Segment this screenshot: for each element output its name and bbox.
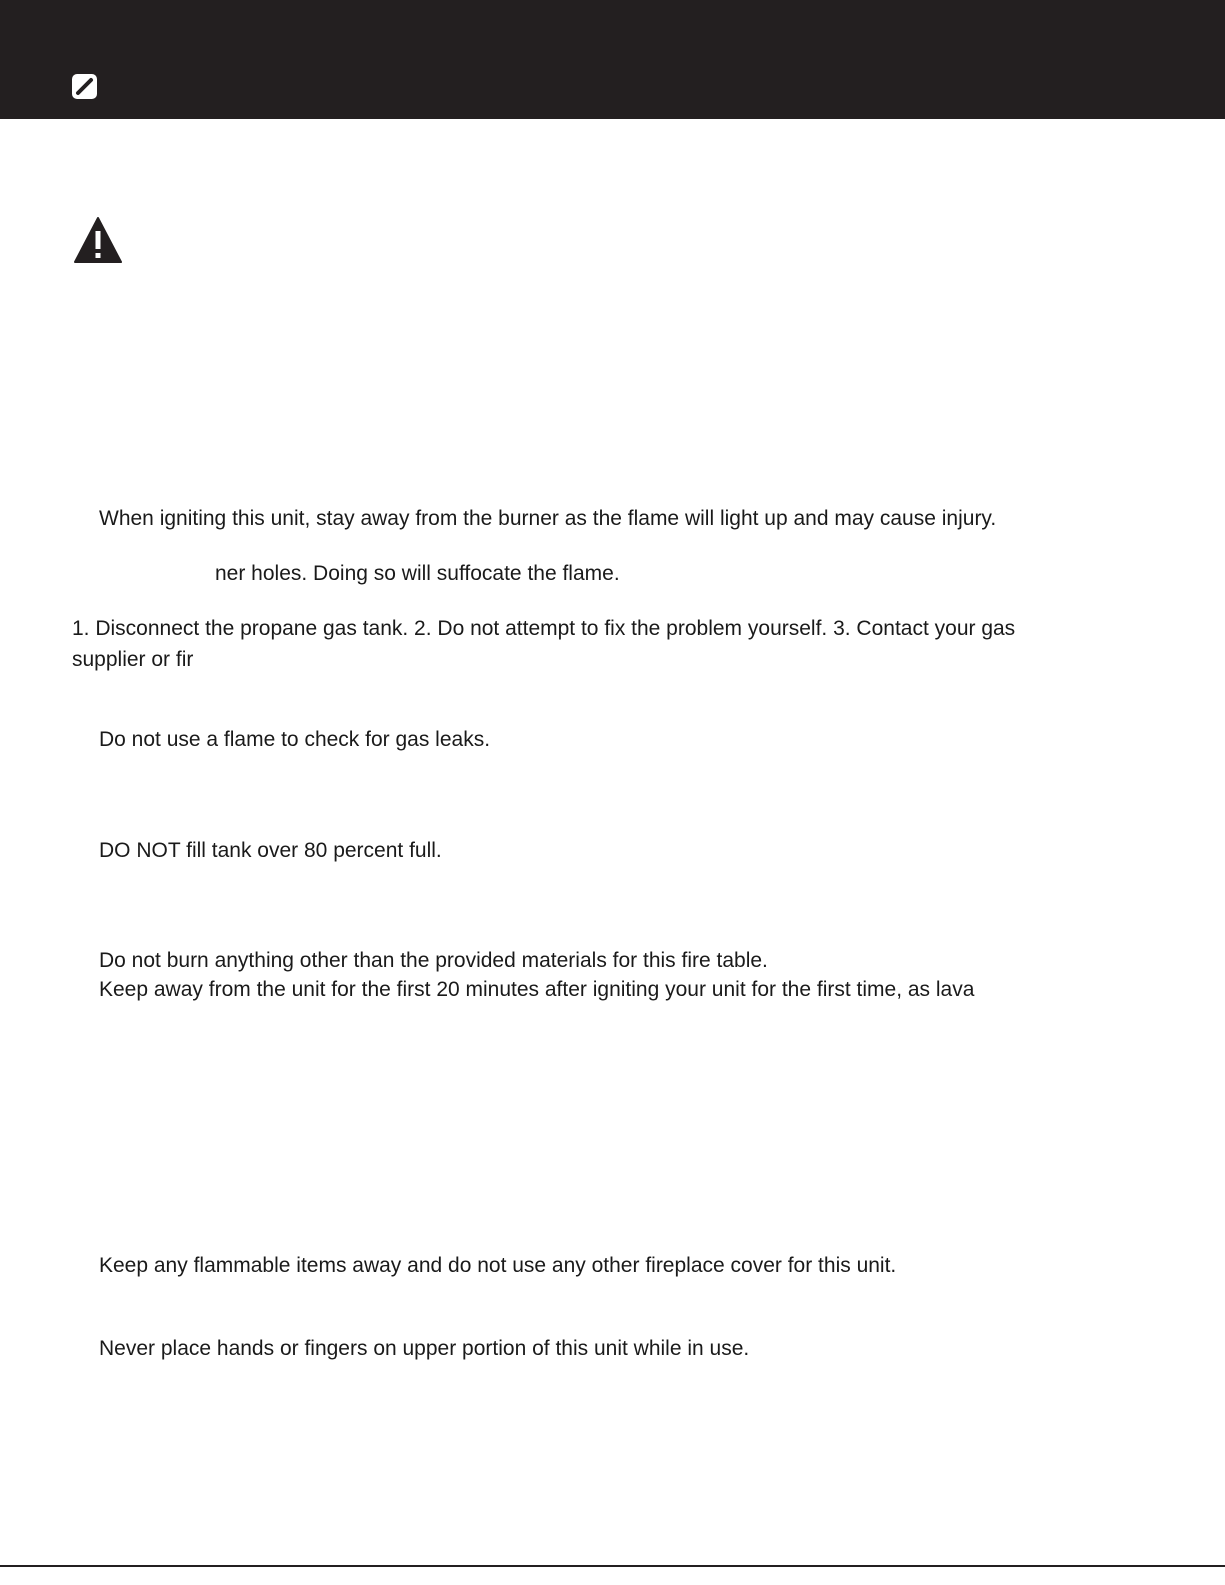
instruction-line: DO NOT fill tank over 80 percent full.: [99, 839, 442, 862]
instruction-line: Never place hands or fingers on upper portion of this unit while in use.: [99, 1337, 750, 1360]
header-bar: [0, 0, 1225, 119]
instruction-line: Do not burn anything other than the provided materials for this fire table.: [99, 949, 768, 972]
instruction-line: ner holes. Doing so will suffocate the flame.: [215, 562, 620, 585]
instruction-line: When igniting this unit, stay away from the burner as the flame will light up and may cause injury.: [99, 507, 997, 530]
instruction-line: Do not use a flame to check for gas leaks.: [99, 728, 491, 751]
instruction-line: supplier or fir: [72, 648, 194, 671]
instruction-line: Keep any flammable items away and do not use any other fireplace cover for this unit.: [99, 1254, 897, 1277]
bottom-rule: [0, 1565, 1225, 1567]
instruction-line: Keep away from the unit for the first 20 minutes after igniting your unit for the first time, as lava: [99, 978, 975, 1001]
warning-triangle-icon: [73, 216, 123, 264]
brand-logo-icon: [72, 74, 97, 99]
instruction-line: 1. Disconnect the propane gas tank. 2. Do not attempt to fix the problem yourself. 3. Contact your gas: [72, 617, 1016, 640]
